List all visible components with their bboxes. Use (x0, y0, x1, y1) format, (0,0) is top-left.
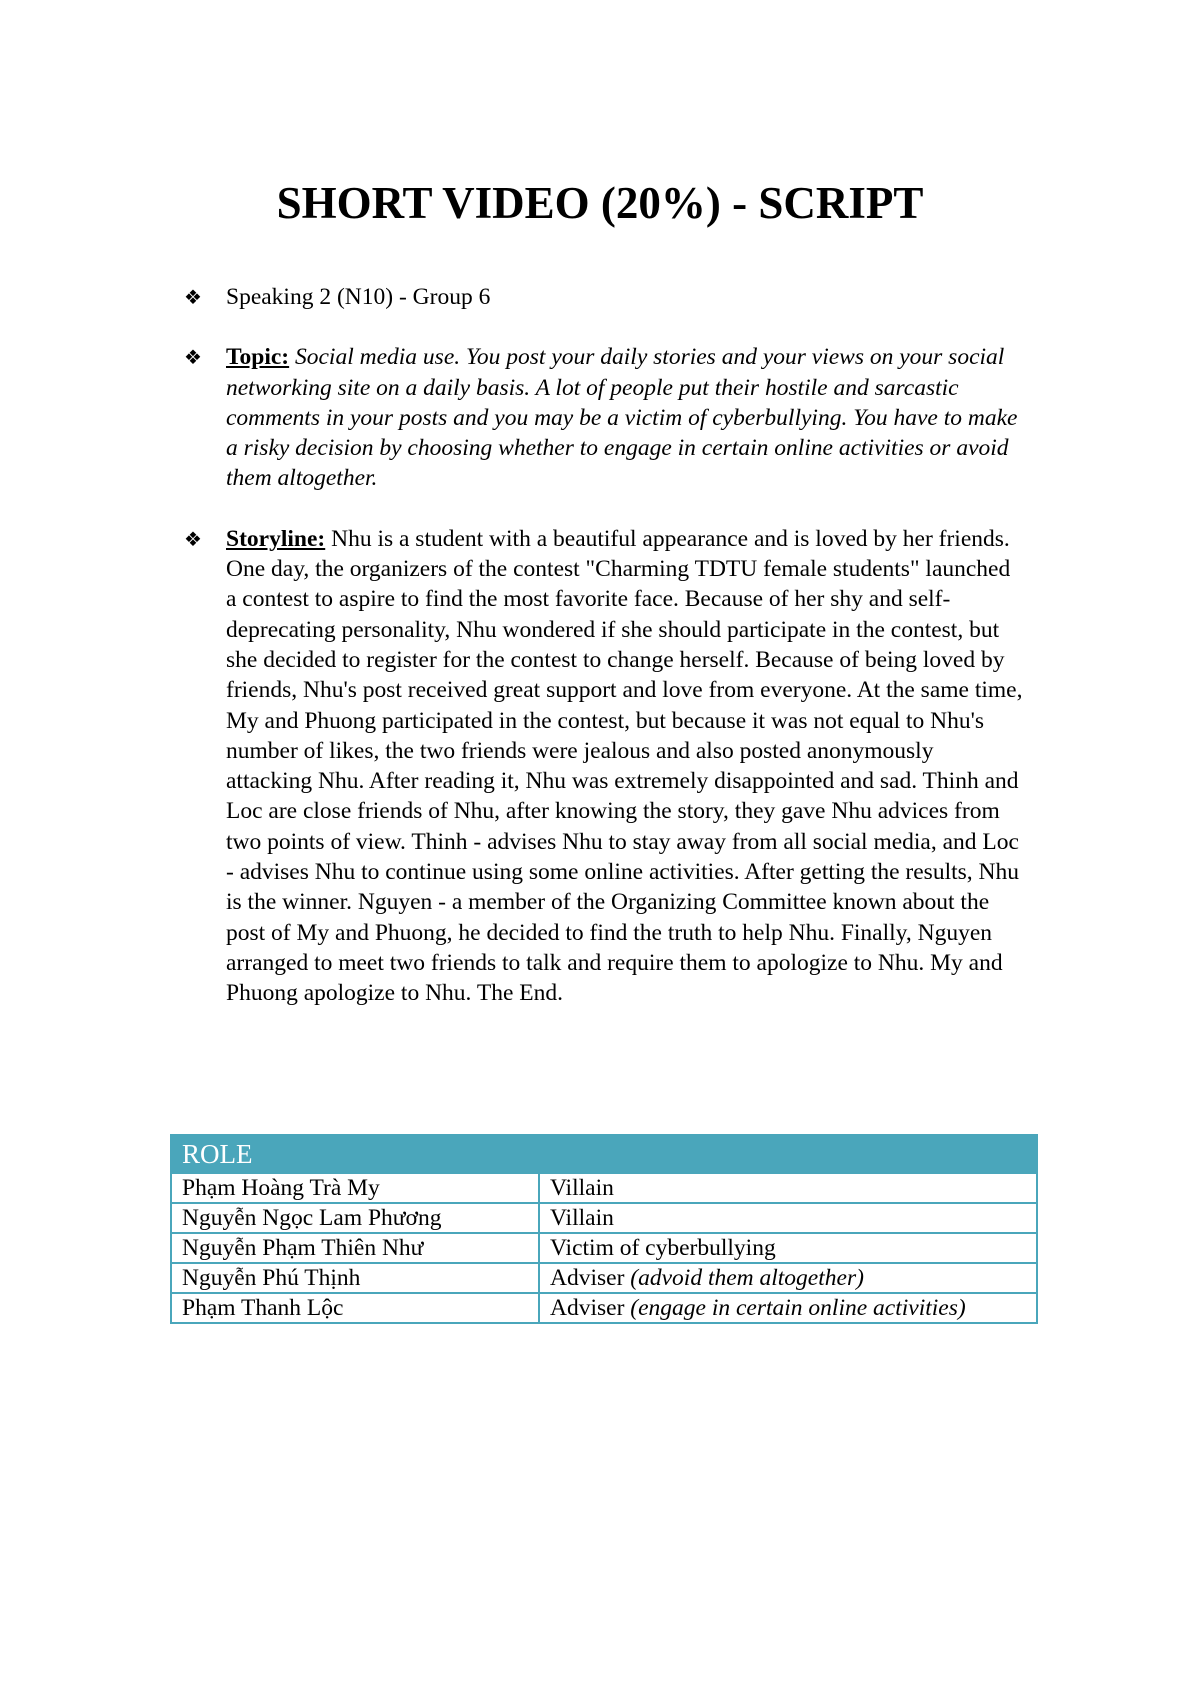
diamond-bullet-icon: ❖ (184, 345, 202, 370)
member-role: Victim of cyberbullying (550, 1235, 776, 1261)
group-info-text: Speaking 2 (N10) - Group 6 (226, 284, 491, 310)
role-table-header: ROLE (171, 1135, 1037, 1173)
member-name: Nguyễn Ngọc Lam Phương (171, 1203, 539, 1233)
member-role-cell (539, 1203, 1037, 1233)
table-row (171, 1203, 1037, 1233)
diamond-bullet-icon: ❖ (184, 526, 202, 551)
storyline-item (184, 524, 1024, 1009)
member-role: Villain (550, 1175, 614, 1201)
member-role: Adviser (550, 1265, 625, 1291)
member-role: Villain (550, 1205, 614, 1231)
member-name: Nguyễn Phạm Thiên Như (171, 1233, 539, 1263)
bullet-list (184, 282, 1024, 1009)
member-role-note: (advoid them altogether) (630, 1265, 864, 1291)
role-table-header-row (171, 1135, 1037, 1173)
member-role-cell (539, 1293, 1037, 1323)
page-title: SHORT VIDEO (20%) - SCRIPT (276, 178, 924, 228)
table-row (171, 1263, 1037, 1293)
topic-item (184, 342, 1024, 493)
member-role-note: (engage in certain online activities) (630, 1295, 966, 1321)
topic-text: Social media use. You post your daily stories and your views on your social networking site on a daily basis. A lot of people put their hostile and sarcastic comments in your posts and you may be a victim of cyberbullying. You have to make a risky decision by choosing whether to engage in certain online activities or avoid them altogether. (226, 344, 1018, 492)
diamond-bullet-icon: ❖ (184, 285, 202, 309)
storyline-text: Nhu is a student with a beautiful appearance and is loved by her friends. One day, the organizers of the contest "Charming TDTU female students" launched a contest to aspire to find the most favorite face. Because of her shy and self-deprecating personality, Nhu wondered if she should participate in the contest, but she decided to register for the contest to change herself. Because of being loved by friends, Nhu's post received great support and love from everyone. At the same time, My and Phuong participated in the contest, but because it was not equal to Nhu's number of likes, the two friends were jealous and also posted anonymously attacking Nhu. After reading it, Nhu was extremely disappointed and sad. Thinh and Loc are close friends of Nhu, after knowing the story, they gave Nhu advices from two points of view. Thinh - advises Nhu to stay away from all social media, and Loc - advises Nhu to continue using some online activities. After getting the results, Nhu is the winner. Nguyen - a member of the Organizing Committee known about the post of My and Phuong, he decided to find the truth to help Nhu. Finally, Nguyen arranged to meet two friends to talk and require them to apologize to Nhu. My and Phuong apologize to Nhu. The End. (226, 525, 1023, 1007)
table-row (171, 1293, 1037, 1323)
member-role-cell (539, 1263, 1037, 1293)
member-name: Phạm Thanh Lộc (171, 1293, 539, 1323)
member-role: Adviser (550, 1295, 625, 1321)
member-name: Phạm Hoàng Trà My (171, 1173, 539, 1203)
storyline-label: Storyline: (226, 525, 326, 552)
member-role-cell (539, 1233, 1037, 1263)
table-row (171, 1173, 1037, 1203)
member-role-cell (539, 1173, 1037, 1203)
group-info-item (184, 282, 1024, 312)
role-table (170, 1134, 1038, 1324)
member-name: Nguyễn Phú Thịnh (171, 1263, 539, 1293)
table-row (171, 1233, 1037, 1263)
topic-label: Topic: (226, 344, 290, 371)
